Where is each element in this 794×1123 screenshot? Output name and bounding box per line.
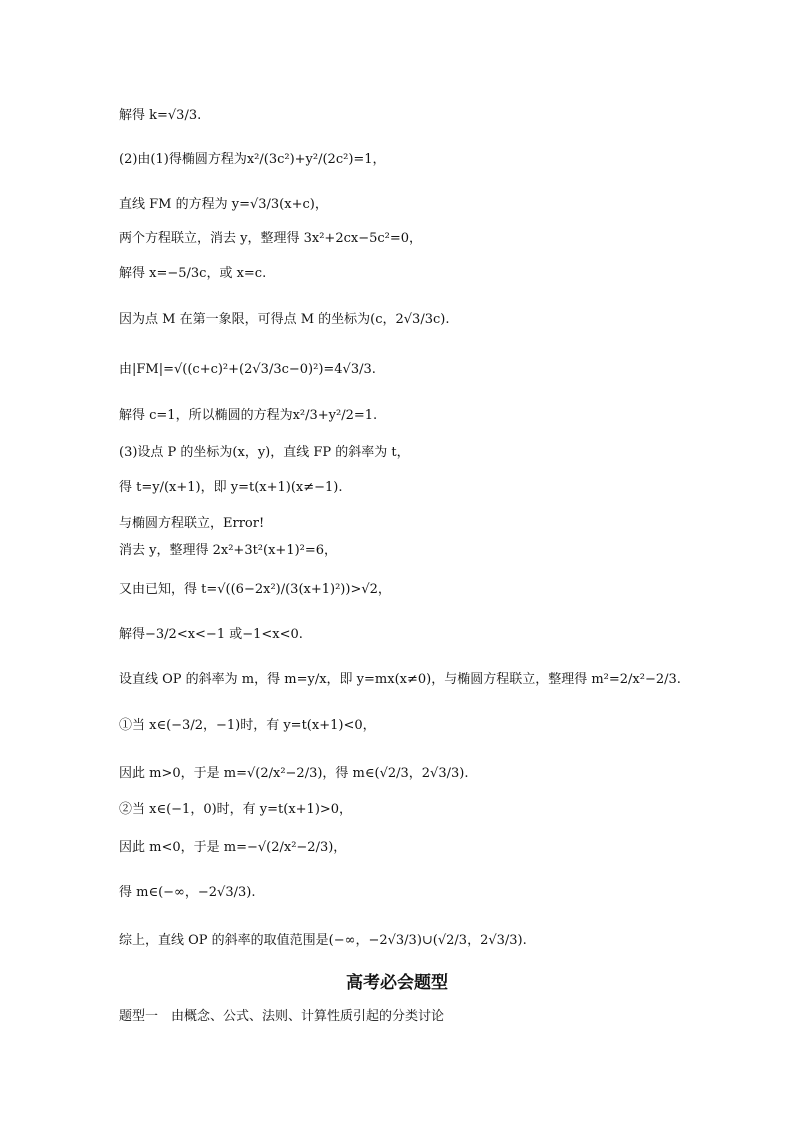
solution-line: 由|FM|=√((c+c)²+(2√3/3c−0)²)=4√3/3.	[119, 362, 376, 377]
solution-line: 因为点 M 在第一象限，可得点 M 的坐标为(c，2√3/3c).	[119, 312, 450, 327]
solution-line: 设直线 OP 的斜率为 m，得 m=y/x，即 y=mx(x≠0)，与椭圆方程联立，整理得 m²=2/x²−2/3.	[119, 672, 681, 687]
solution-line: (2)由(1)得椭圆方程为x²/(3c²)+y²/(2c²)=1，	[119, 152, 386, 167]
solution-line: 解得 c=1，所以椭圆的方程为x²/3+y²/2=1.	[119, 408, 378, 423]
solution-line: (3)设点 P 的坐标为(x，y)，直线 FP 的斜率为 t，	[119, 445, 410, 460]
solution-line: ①当 x∈(−3/2，−1)时，有 y=t(x+1)<0，	[119, 718, 376, 733]
solution-line: 因此 m>0，于是 m=√(2/x²−2/3)，得 m∈(√2/3，2√3/3).	[119, 766, 469, 781]
solution-line: 两个方程联立，消去 y，整理得 3x²+2cx−5c²=0，	[119, 231, 423, 246]
solution-line: ②当 x∈(−1，0)时，有 y=t(x+1)>0，	[119, 802, 353, 817]
solution-line: 消去 y，整理得 2x²+3t²(x+1)²=6，	[119, 543, 338, 558]
solution-line: 因此 m<0，于是 m=−√(2/x²−2/3)，	[119, 840, 347, 855]
solution-line: 又由已知，得 t=√((6−2x²)/(3(x+1)²))>√2，	[119, 582, 391, 597]
solution-line: 解得 k=√3/3.	[119, 108, 202, 123]
solution-line: 解得−3/2<x<−1 或−1<x<0.	[119, 627, 303, 642]
solution-line: 直线 FM 的方程为 y=√3/3(x+c)，	[119, 197, 328, 212]
question-type-title: 题型一 由概念、公式、法则、计算性质引起的分类讨论	[119, 1009, 445, 1024]
solution-line: 综上，直线 OP 的斜率的取值范围是(−∞，−2√3/3)∪(√2/3，2√3/3).	[119, 933, 527, 948]
solution-line: 得 t=y/(x+1)，即 y=t(x+1)(x≠−1).	[119, 480, 343, 495]
solution-line: 解得 x=−5/3c，或 x=c.	[119, 266, 267, 281]
solution-line: 与椭圆方程联立，Error!	[119, 516, 265, 531]
section-heading: 高考必会题型	[346, 973, 448, 993]
solution-line: 得 m∈(−∞，−2√3/3).	[119, 885, 256, 900]
